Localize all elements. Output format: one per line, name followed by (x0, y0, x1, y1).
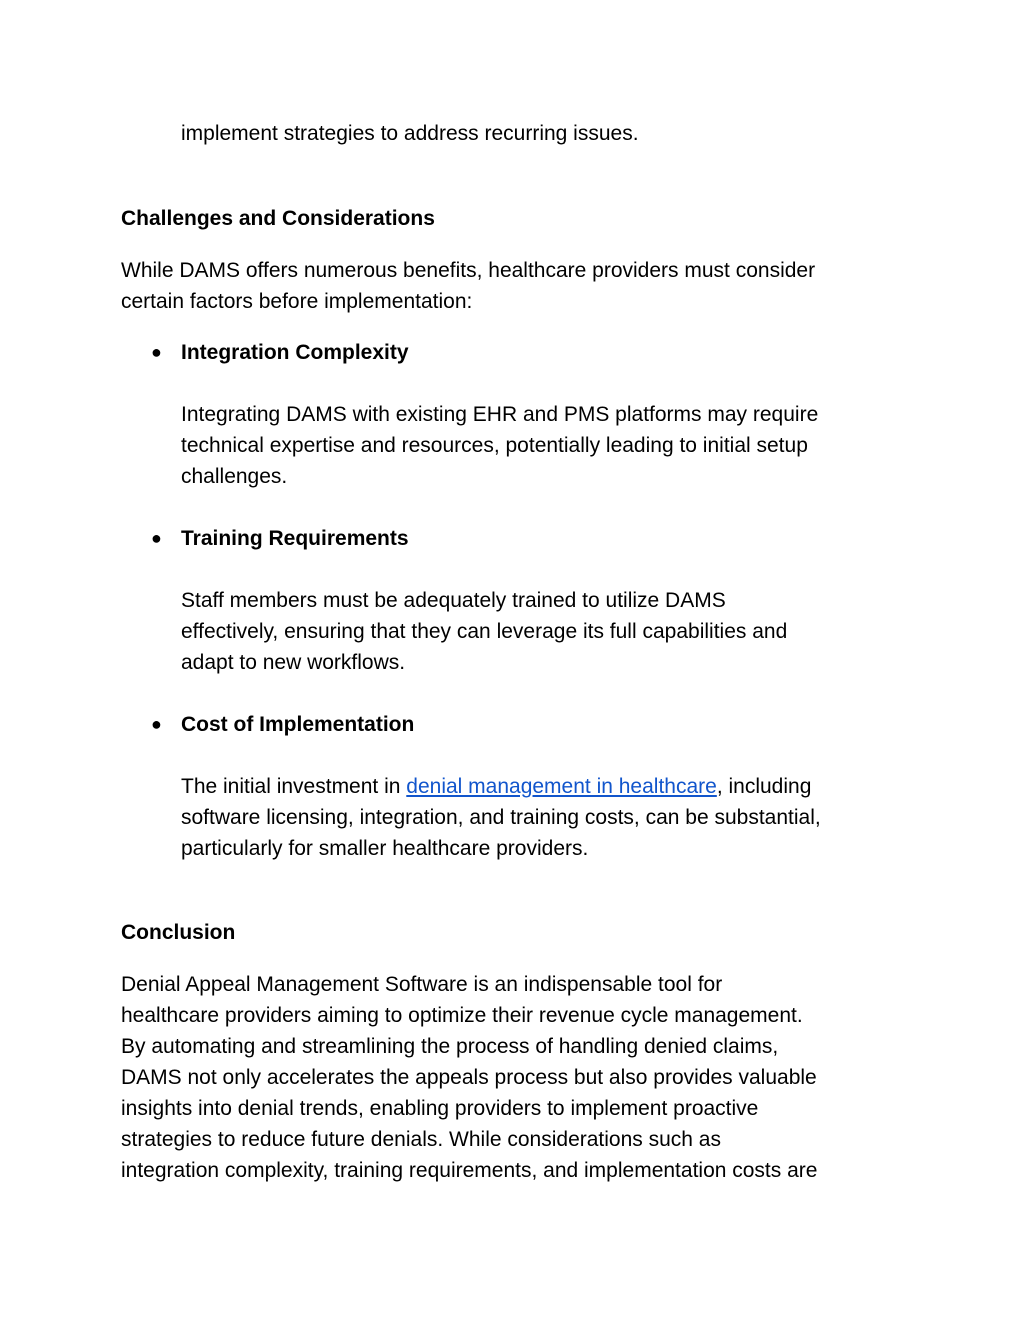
section-heading-conclusion: Conclusion (121, 921, 236, 944)
continuation-paragraph: implement strategies to address recurring issues. (181, 122, 639, 145)
bullet-title: Integration Complexity (181, 341, 409, 364)
bullet-body-paragraph: Staff members must be adequately trained to utilize DAMS effectively, ensuring that they can leverage its full capabilities and adapt to new workflows. (181, 589, 788, 674)
bullet-body-paragraph-with-link (181, 771, 911, 864)
body-text-after-link: , including software licensing, integration, and training costs, can be substantial, particularly for smaller healthcare providers. (181, 775, 821, 860)
bullet-item-integration-complexity (151, 337, 911, 368)
section-heading-challenges: Challenges and Considerations (121, 207, 435, 230)
bullet-icon: ● (151, 528, 162, 548)
bullet-icon: ● (151, 342, 162, 362)
challenges-intro-paragraph: While DAMS offers numerous benefits, healthcare providers must consider certain factors before implementation: (121, 259, 816, 313)
bullet-body-paragraph: Integrating DAMS with existing EHR and PMS platforms may require technical expertise and resources, potentially leading to initial setup challenges. (181, 403, 819, 488)
bullet-item-cost-of-implementation (151, 709, 911, 740)
bullet-title: Cost of Implementation (181, 713, 415, 736)
bullet-icon: ● (151, 714, 162, 734)
conclusion-paragraph: Denial Appeal Management Software is an indispensable tool for healthcare providers aiming to optimize their revenue cycle management. By automating and streamlining the process of handling denied claims, DAMS not only accelerates the appeals process but also provides valuable insights into denial trends, enabling providers to implement proactive strategies to reduce future denials. While considerations such as integration complexity, training requirements, and implementation costs are (121, 973, 818, 1182)
body-text-before-link: The initial investment in (181, 775, 407, 798)
bullet-title: Training Requirements (181, 527, 409, 550)
bullet-item-training-requirements (151, 523, 911, 554)
denial-management-link[interactable]: denial management in healthcare (406, 775, 717, 798)
